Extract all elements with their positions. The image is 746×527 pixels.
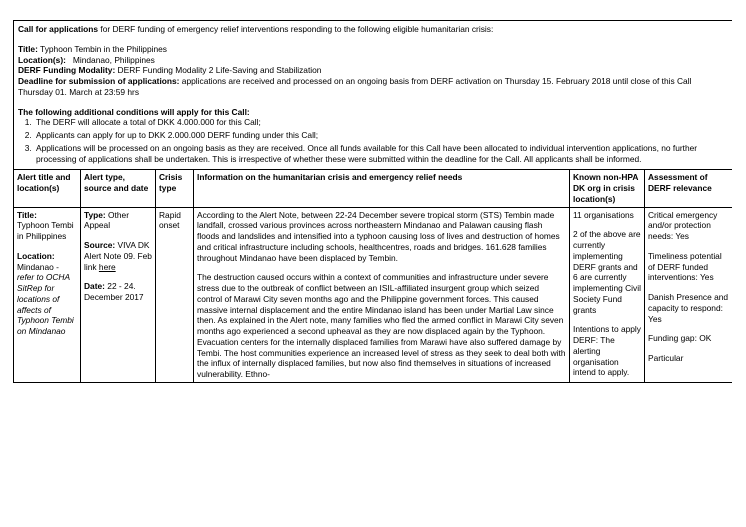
title-label: Title: (18, 43, 38, 54)
cell-known-orgs (570, 207, 645, 382)
deadline-value: applications are received and processed on an ongoing basis from DERF activation on Thursday 15. February 2018 until close of this Call Thursday 01. March at 23:59 hrs (18, 76, 692, 97)
orgs-intentions: Intentions to apply DERF: The alerting organisation intend to apply. (573, 324, 641, 378)
orgs-count: 11 organisations (573, 209, 634, 220)
header-alert-title: Alert title and location(s) (14, 170, 81, 207)
cell-information (194, 207, 570, 382)
cell-crisis-type: Rapid onset (156, 207, 194, 382)
title-line (18, 44, 728, 55)
cell-location-label: Location: (17, 250, 55, 261)
cell-source-value: VIVA DK Alert Note 09. Feb link (84, 240, 152, 272)
info-paragraph: According to the Alert Note, between 22-24 December severe tropical storm (STS) Tembin made landfall, crossed various provinces across northeastern Mindanao and Palawan causing flash floods and landslides and intensified into a typhoon causing loss of lives and destruction of homes and critical infrastructure including schools, healthcentres, roads and bridges. 161.628 families throughout Mindanao have been displaced by Tembin. (197, 209, 560, 263)
source-link[interactable]: here (98, 261, 116, 272)
cell-location-note: refer to OCHA SitRep for locations of affects of Typhoon Tembi on Mindanao (17, 272, 74, 336)
header-information: Information on the humanitarian crisis and emergency relief needs (194, 170, 570, 207)
condition-item: 1. The DERF will allocate a total of DKK 4.000.000 for this Call; (34, 117, 728, 128)
call-label: Call for applications (18, 24, 99, 34)
cell-date-label: Date: (84, 281, 105, 292)
call-text: for DERF funding of emergency relief interventions responding to the following eligible humanitarian crisis: (98, 24, 494, 34)
cell-title-value: Typhoon Tembi in Philippines (17, 220, 74, 241)
assessment-particular: Particular (648, 353, 684, 363)
assessment-presence: Danish Presence and capacity to respond: Yes (648, 292, 729, 324)
cell-date-value: 22 - 24. December 2017 (84, 281, 144, 302)
location-line (18, 55, 728, 66)
table-row (14, 207, 733, 382)
call-intro-row (14, 21, 733, 170)
call-intro-cell (14, 21, 733, 170)
modality-label: DERF Funding Modality: (18, 65, 116, 76)
cell-assessment (645, 207, 733, 382)
document-page (13, 20, 732, 498)
cell-type-label: Type: (84, 209, 106, 220)
condition-item: 3. Applications will be processed on an ongoing basis as they are received. Once all funds available for this Call have been allocated to individual intervention applications, no further processing of applications shall be undertaken. This is irrespective of whether these were submitted within the deadline for the Call. All applicants shall be informed. (34, 143, 728, 165)
cell-source-label: Source: (84, 240, 116, 250)
condition-item: 2. Applicants can apply for up to DKK 2.000.000 DERF funding under this Call; (34, 130, 728, 141)
call-table (13, 20, 732, 383)
cell-title-label: Title: (17, 209, 37, 220)
orgs-grants: 2 of the above are currently implementing DERF grants and 6 are currently implementing Civil Society Fund grants (573, 229, 641, 315)
deadline-line (18, 76, 728, 98)
assessment-timeliness: Timeliness potential of DERF funded interventions: Yes (648, 250, 722, 283)
assessment-critical: Critical emergency and/or protection needs: Yes (648, 209, 718, 241)
cell-alert-type (81, 207, 156, 382)
header-assessment: Assessment of DERF relevance (645, 170, 733, 207)
cell-location-value: Mindanao - (17, 261, 59, 272)
cell-alert-title (14, 207, 81, 382)
table-header-row (14, 170, 733, 207)
location-label: Location(s): (18, 54, 66, 65)
modality-value: DERF Funding Modality 2 Life-Saving and Stabilization (115, 65, 322, 76)
location-value: Mindanao, Philippines (65, 54, 155, 65)
deadline-label: Deadline for submission of applications: (18, 76, 180, 86)
conditions-heading: The following additional conditions will apply for this Call: (18, 106, 250, 117)
header-alert-type: Alert type, source and date (81, 170, 156, 207)
cell-type-value: Other Appeal (84, 209, 129, 231)
call-line (18, 24, 728, 35)
title-value: Typhoon Tembin in the Philippines (37, 43, 167, 54)
conditions-list (18, 117, 728, 164)
info-paragraph: The destruction caused occurs within a context of communities and infrastructure under severe stress due to the outbreak of conflict between an ISIL-affiliated insurgent group which seized control of Marawi City seven months ago and the Philippine government forces. This caused massive internal displacement and the entire Mindanao island has been under Martial Law since then. As explained in the Alert note, many families who fled the armed conflict in Marawi City seven months ago experienced a second upheaval as they are now displaced again by the Typhoon. Evacuation centers for the internally displaced families from Marawi have also suffered damage by Tembi. The host communities experience an increased level of stress as they seek to deal both with the influx of internally displaced families, but now also find themselves in situations of increased vulnerability. Ethno- (197, 272, 566, 379)
modality-line (18, 65, 728, 76)
header-crisis-type: Crisis type (156, 170, 194, 207)
assessment-funding-gap: Funding gap: OK (648, 333, 712, 344)
header-known-orgs: Known non-HPA DK org in crisis location(s) (570, 170, 645, 207)
